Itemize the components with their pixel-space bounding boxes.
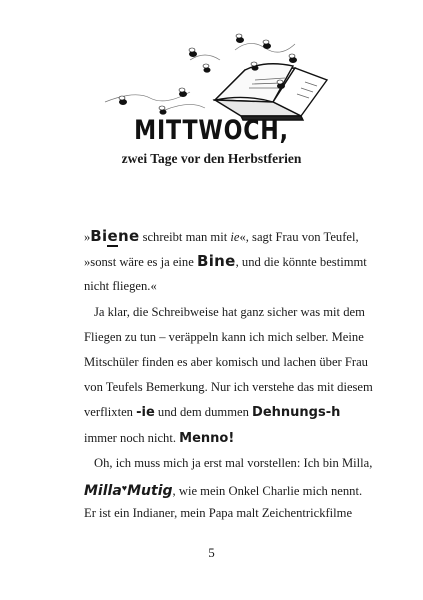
text-line: von Teufels Bemerkung. Nur ich verstehe das mit diesem: [84, 380, 373, 395]
text-line: »sonst wäre es ja eine Bine, und die könnte bestimmt: [84, 252, 367, 271]
page-number: 5: [208, 545, 215, 560]
handwritten-name-milla: Milla: [84, 482, 122, 499]
text-line: Mitschüler finden es aber komisch und lachen über Frau: [84, 354, 368, 369]
handwritten-word-biene: Biene: [90, 227, 140, 245]
text-line: Er ist ein Indianer, mein Papa malt Zeichentrickfilme: [84, 506, 353, 521]
handwritten-word-bine: Bine: [196, 252, 236, 271]
text-line: »Biene schreibt man mit ie«, sagt Frau von Teufel,: [84, 227, 359, 245]
text-line: Milla♥Mutig, wie mein Onkel Charlie mich nennt.: [84, 482, 363, 499]
text-line: Ja klar, die Schreibweise hat ganz sicher was mit dem: [94, 304, 365, 319]
chapter-subtitle: zwei Tage vor den Herbstferien: [121, 151, 302, 166]
chapter-title: MITTWOCH,: [134, 115, 289, 146]
handwritten-word-menno: Menno!: [179, 430, 235, 446]
text-line: nicht fliegen.«: [84, 279, 157, 294]
text-line: verflixten -ie und dem dummen Dehnungs-h: [84, 405, 341, 421]
text-line: Fliegen zu tun – veräppeln kann ich mich selber. Meine: [84, 329, 364, 344]
handwritten-word-dehnungs-h: Dehnungs-h: [252, 405, 341, 421]
open-book-with-bees-illustration: [95, 30, 335, 125]
handwritten-word-ie: -ie: [136, 405, 155, 421]
text-line: immer noch nicht. Menno!: [84, 430, 235, 446]
body-text: [84, 224, 373, 526]
handwritten-name-mutig: Mutig: [127, 482, 173, 499]
text-line: Oh, ich muss mich ja erst mal vorstellen: Ich bin Milla,: [94, 455, 373, 470]
open-book-icon: [215, 64, 327, 120]
heart-icon: ♥: [121, 482, 128, 493]
